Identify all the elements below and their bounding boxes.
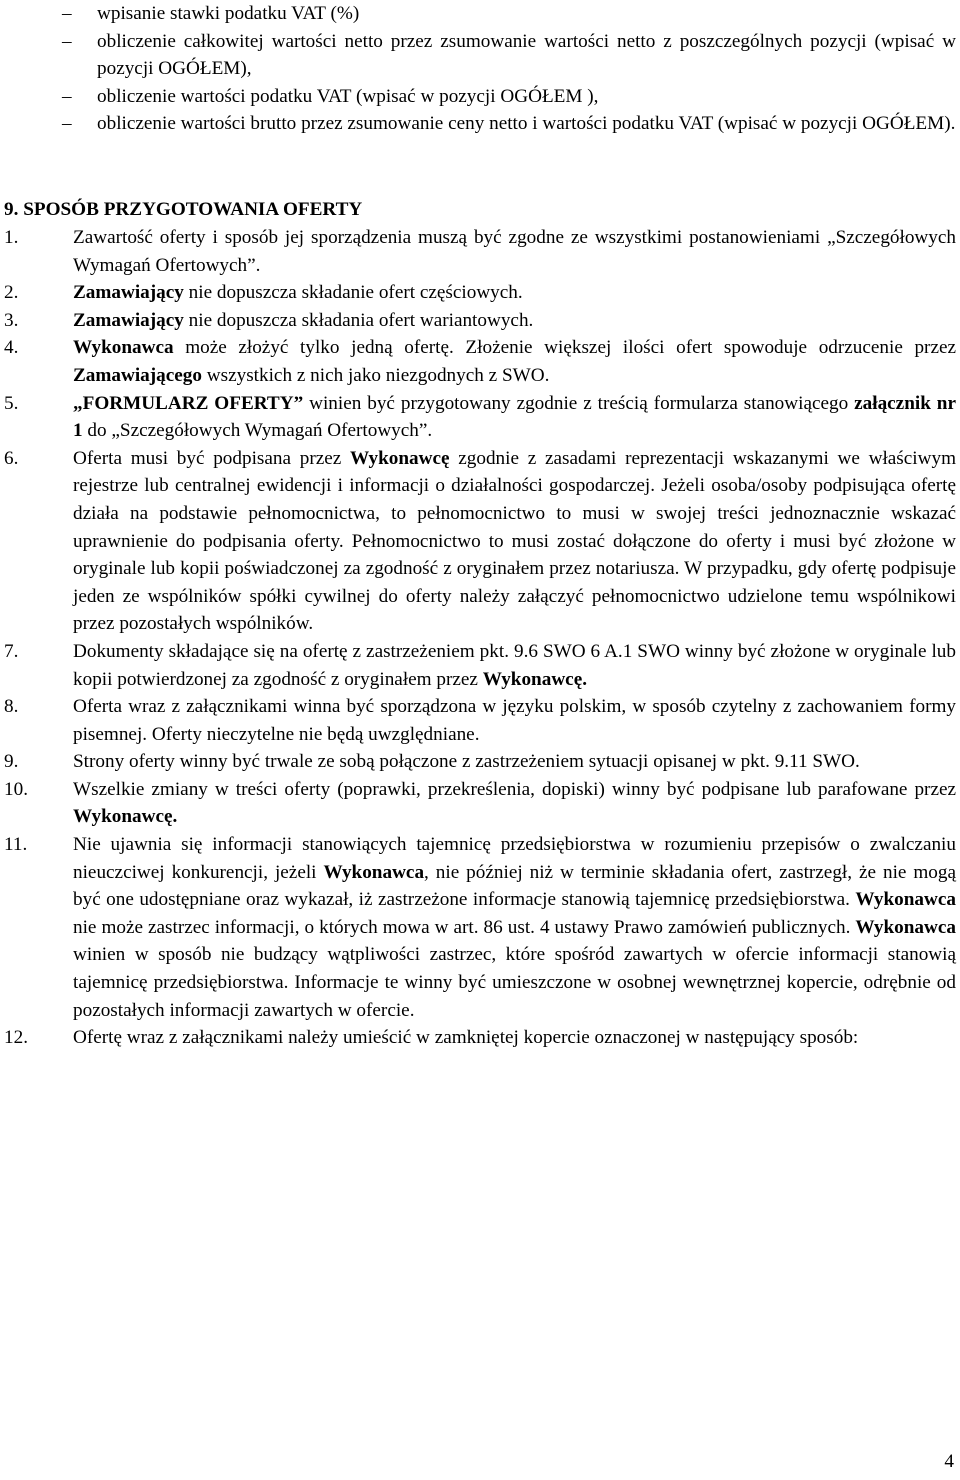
text-run: zgodnie z zasadami reprezentacji wskazanymi we właściwym rejestrze lub centralnej ewidencji i informacji o działalności gospodarczej. Jeżeli osoba/osoby podpisująca ofertę działa na podstawie pełnomocnictwa, to pełnomocnictwo to musi w swojej treści jednoznacznie wskazać uprawnienie do podpisania oferty. Pełnomocnictwo to musi zostać dołączone do oferty i musi być złożone w oryginale lub kopii poświadczonej za zgodność z oryginałem przez notariusza. W przypadku, gdy ofertę podpisuje jeden ze wspólników spółki cywilnej do oferty należy załączyć pełnomocnictwo udzielone temu wspólnikowi przez pozostałych wspólników. bbox=[73, 447, 956, 635]
dash-item bbox=[0, 110, 960, 138]
list-item-text bbox=[73, 751, 860, 772]
list-item-number: 2. bbox=[4, 282, 19, 304]
text-run: Zawartość oferty i sposób jej sporządzenia muszą być zgodne ze wszystkimi postanowieniami „Szczegółowych Wymagań Ofertowych”. bbox=[73, 227, 956, 276]
bold-text: Wykonawca bbox=[323, 861, 425, 883]
text-run: może złożyć tylko jedną ofertę. Złożenie większej ilości ofert spowoduje odrzucenie przez bbox=[173, 337, 956, 359]
list-item-text bbox=[73, 779, 956, 828]
bold-text: załącznik nr 1 bbox=[73, 392, 956, 442]
bold-text: Zamawiającego bbox=[73, 364, 202, 386]
text-run: Dokumenty składające się na ofertę z zastrzeżeniem pkt. 9.6 SWO 6 A.1 SWO winny być złożone w oryginale lub kopii potwierdzonej za zgodność z oryginałem przez bbox=[73, 640, 956, 690]
list-item-text bbox=[73, 834, 956, 1021]
list-item bbox=[0, 390, 960, 445]
list-item bbox=[0, 776, 960, 831]
list-item-text bbox=[73, 393, 956, 442]
text-run: Ofertę wraz z załącznikami należy umieścić w zamkniętej kopercie oznaczonej w następujący sposób: bbox=[73, 1027, 859, 1049]
dash-bullet: – bbox=[62, 3, 72, 24]
list-item-number: 1. bbox=[4, 227, 19, 248]
bold-text: Wykonawcę. bbox=[73, 806, 178, 828]
list-item-number: 7. bbox=[4, 640, 19, 662]
list-item bbox=[0, 224, 960, 279]
list-item-number: 4. bbox=[4, 337, 19, 359]
list-item-number: 5. bbox=[4, 392, 19, 414]
text-run: Oferta wraz z załącznikami winna być sporządzona w języku polskim, w sposób czytelny z zachowaniem formy pisemnej. Oferty nieczytelne nie będą uwzględniane. bbox=[73, 696, 956, 745]
dash-bullet: – bbox=[62, 113, 72, 135]
list-item-text bbox=[73, 227, 956, 276]
bold-text: Wykonawcę bbox=[350, 447, 450, 469]
bold-text: Wykonawcę. bbox=[482, 668, 588, 690]
list-item bbox=[0, 307, 960, 335]
list-item bbox=[0, 1024, 960, 1052]
text-run: do „Szczegółowych Wymagań Ofertowych”. bbox=[82, 420, 433, 442]
dash-list bbox=[0, 0, 960, 138]
text-run: nie może zastrzec informacji, o których mowa w art. 86 ust. 4 ustawy Prawo zamówień publicznych. bbox=[73, 916, 856, 938]
list-item bbox=[0, 638, 960, 693]
text-run: Oferta musi być podpisana przez bbox=[73, 447, 351, 469]
dash-item-text: obliczenie wartości podatku VAT (wpisać w pozycji OGÓŁEM ), bbox=[97, 85, 599, 107]
list-item bbox=[0, 693, 960, 748]
list-item-number: 8. bbox=[4, 696, 19, 718]
list-item bbox=[0, 334, 960, 389]
list-item bbox=[0, 748, 960, 776]
section-title: SPOSÓB PRZYGOTOWANIA OFERTY bbox=[23, 199, 363, 220]
section-number: 9. bbox=[4, 199, 19, 220]
bold-text: Wykonawca bbox=[855, 889, 956, 911]
list-item-number: 11. bbox=[4, 834, 28, 856]
list-item-text bbox=[73, 448, 956, 635]
section-heading bbox=[0, 196, 362, 224]
page-number: 4 bbox=[944, 1451, 954, 1472]
dash-item-text: obliczenie całkowitej wartości netto przez zsumowanie wartości netto z poszczególnych pozycji (wpisać w pozycji OGÓŁEM), bbox=[97, 30, 956, 80]
list-item-number: 10. bbox=[4, 778, 28, 800]
text-run: , nie później niż w terminie składania ofert, zastrzegł, że nie mogą być one udostępniane oraz wykazał, iż zastrzeżone informacje stanowią tajemnicę przedsiębiorstwa. bbox=[73, 861, 957, 911]
bold-text: „FORMULARZ OFERTY” bbox=[73, 392, 304, 414]
list-item bbox=[0, 279, 960, 307]
list-item-text bbox=[73, 282, 523, 303]
text-run: nie dopuszcza składania ofert wariantowych. bbox=[183, 309, 534, 331]
list-item bbox=[0, 831, 960, 1024]
list-item-number: 6. bbox=[4, 447, 19, 469]
list-item-number: 3. bbox=[4, 309, 19, 331]
dash-item-text: wpisanie stawki podatku VAT (%) bbox=[97, 3, 360, 24]
text-run: winien w sposób nie budzący wątpliwości zastrzec, które spośród zawartych w ofercie informacji stanowią tajemnicę przedsiębiorstwa. Informacje te winny być umieszczone w osobnej wewnętrznej kopercie, odrębnie od pozostałych informacji zawartych w ofercie. bbox=[73, 944, 956, 1021]
text-run: nie dopuszcza składanie ofert częściowych. bbox=[183, 282, 523, 304]
list-item-number: 9. bbox=[4, 751, 19, 773]
text-run: Wszelkie zmiany w treści oferty (poprawki, przekreślenia, dopiski) winny być podpisane lub parafowane przez bbox=[73, 778, 956, 800]
bold-text: Wykonawca bbox=[73, 337, 174, 359]
dash-item bbox=[0, 28, 960, 83]
bold-text: Zamawiający bbox=[73, 309, 184, 331]
dash-bullet: – bbox=[62, 30, 72, 52]
dash-item-text: obliczenie wartości brutto przez zsumowanie ceny netto i wartości podatku VAT (wpisać w pozycji OGÓŁEM). bbox=[97, 113, 956, 135]
bold-text: Wykonawca bbox=[855, 916, 956, 938]
list-item-text bbox=[73, 696, 956, 745]
dash-bullet: – bbox=[62, 85, 72, 107]
list-item-text bbox=[73, 337, 956, 386]
bold-text: Zamawiający bbox=[73, 282, 184, 304]
text-run: winien być przygotowany zgodnie z treścią formularza stanowiącego bbox=[303, 392, 855, 414]
list-item-number: 12. bbox=[4, 1027, 28, 1049]
list-item-text bbox=[73, 641, 956, 690]
text-run: wszystkich z nich jako niezgodnych z SWO. bbox=[201, 364, 550, 386]
list-item-text bbox=[73, 1027, 858, 1048]
dash-item bbox=[0, 0, 960, 28]
dash-item bbox=[0, 83, 960, 111]
text-run: Strony oferty winny być trwale ze sobą połączone z zastrzeżeniem sytuacji opisanej w pkt. 9.11 SWO. bbox=[73, 751, 860, 773]
list-item bbox=[0, 445, 960, 638]
numbered-list bbox=[0, 224, 960, 1052]
list-item-text bbox=[73, 310, 533, 331]
text-run: Nie ujawnia się informacji stanowiących tajemnicę przedsiębiorstwa w rozumieniu przepisów o zwalczaniu nieuczciwej konkurencji, jeżeli bbox=[73, 834, 956, 883]
